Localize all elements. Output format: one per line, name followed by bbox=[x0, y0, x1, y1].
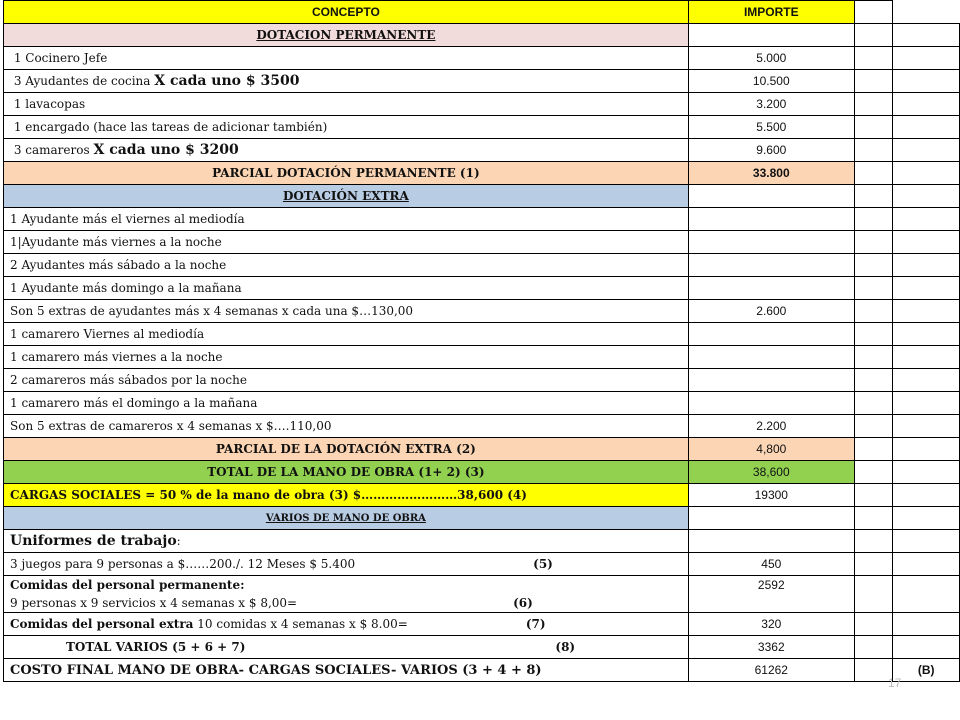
row-concepto-bold: X cada uno $ 3500 bbox=[154, 73, 300, 89]
row-importe: 2.600 bbox=[688, 300, 854, 323]
concepto-header: CONCEPTO bbox=[4, 1, 689, 24]
row-importe bbox=[688, 277, 854, 300]
row-concepto-bold: X cada uno $ 3200 bbox=[93, 142, 239, 158]
row-importe: 10.500 bbox=[688, 70, 854, 93]
section-extra bbox=[4, 185, 960, 208]
row-concepto: 1|Ayudante más viernes a la noche bbox=[4, 231, 689, 254]
subtotal-row bbox=[4, 438, 960, 461]
table-row bbox=[4, 323, 960, 346]
row-concepto: Son 5 extras de camareros x 4 semanas x $….110,00 bbox=[4, 415, 689, 438]
table-row bbox=[4, 277, 960, 300]
table-row bbox=[4, 369, 960, 392]
uniformes-row bbox=[4, 530, 960, 553]
comidas-detail: 9 personas x 9 servicios x 4 semanas x $ 8,00= bbox=[10, 596, 298, 610]
row-importe bbox=[688, 369, 854, 392]
total-importe: 38,600 bbox=[688, 461, 854, 484]
uniformes-label: Uniformes de trabajo bbox=[10, 533, 177, 549]
comidas-title: Comidas del personal extra bbox=[10, 617, 194, 631]
table-row bbox=[4, 208, 960, 231]
section-title: DOTACION PERMANENTE bbox=[4, 24, 689, 47]
table-row bbox=[4, 392, 960, 415]
cargas-label: CARGAS SOCIALES = 50 % de la mano de obra (3) $……………………38,600 (4) bbox=[4, 484, 689, 507]
row-importe bbox=[688, 231, 854, 254]
row-importe: 320 bbox=[688, 613, 854, 636]
row-concepto: 3 juegos para 9 personas a $……200./. 12 Meses $ 5.400 bbox=[10, 557, 356, 571]
cargas-importe: 19300 bbox=[688, 484, 854, 507]
total-row bbox=[4, 461, 960, 484]
subtotal-row bbox=[4, 162, 960, 185]
section-varios bbox=[4, 507, 960, 530]
row-ref: (8) bbox=[555, 640, 576, 654]
table-row bbox=[4, 139, 960, 162]
costo-final-importe: 61262 bbox=[688, 659, 854, 682]
row-concepto: 1 encargado (hace las tareas de adicionar también) bbox=[13, 120, 328, 134]
costo-final-label: COSTO FINAL MANO DE OBRA- CARGAS SOCIALES- VARIOS (3 + 4 + 8) bbox=[4, 659, 689, 682]
section-title: VARIOS DE MANO DE OBRA bbox=[4, 507, 689, 530]
row-concepto: 1 Ayudante más domingo a la mañana bbox=[4, 277, 689, 300]
row-concepto: 1 Cocinero Jefe bbox=[13, 51, 108, 65]
section-permanente bbox=[4, 24, 960, 47]
total-varios-label: TOTAL VARIOS (5 + 6 + 7) bbox=[66, 640, 246, 654]
row-concepto: 1 camarero más el domingo a la mañana bbox=[4, 392, 689, 415]
row-importe: 9.600 bbox=[688, 139, 854, 162]
row-ref: (5) bbox=[533, 557, 553, 571]
section-title: DOTACIÓN EXTRA bbox=[4, 185, 689, 208]
comidas-detail: 10 comidas x 4 semanas x $ 8.00= bbox=[193, 617, 408, 631]
uniformes-suffix: : bbox=[176, 534, 181, 548]
table-row bbox=[4, 415, 960, 438]
table-row bbox=[4, 231, 960, 254]
comidas-title: Comidas del personal permanente: bbox=[10, 578, 245, 592]
row-concepto: 1 lavacopas bbox=[13, 97, 86, 111]
row-importe: 3.200 bbox=[688, 93, 854, 116]
importe-header: IMPORTE bbox=[688, 1, 854, 24]
table-row bbox=[4, 70, 960, 93]
subtotal-label: PARCIAL DOTACIÓN PERMANENTE (1) bbox=[4, 162, 689, 185]
row-importe bbox=[688, 392, 854, 415]
costo-final-row bbox=[4, 659, 960, 682]
total-varios-row bbox=[4, 636, 960, 659]
row-importe: 5.500 bbox=[688, 116, 854, 139]
subtotal-importe: 33.800 bbox=[688, 162, 854, 185]
row-concepto: 2 camareros más sábados por la noche bbox=[4, 369, 689, 392]
comidas-permanente-row bbox=[4, 576, 960, 613]
table-row bbox=[4, 93, 960, 116]
row-concepto: 2 Ayudantes más sábado a la noche bbox=[4, 254, 689, 277]
row-ref: (6) bbox=[513, 596, 533, 610]
row-importe bbox=[688, 346, 854, 369]
header-row bbox=[4, 1, 960, 24]
row-ref: (7) bbox=[525, 617, 546, 631]
subtotal-label: PARCIAL DE LA DOTACIÓN EXTRA (2) bbox=[4, 438, 689, 461]
row-importe: 5.000 bbox=[688, 47, 854, 70]
table-row bbox=[4, 116, 960, 139]
costo-final-mark: (B) bbox=[893, 659, 960, 682]
comidas-extra-row bbox=[4, 613, 960, 636]
labor-cost-table bbox=[3, 0, 960, 682]
total-varios-importe: 3362 bbox=[688, 636, 854, 659]
row-importe bbox=[688, 254, 854, 277]
row-concepto: 1 Ayudante más el viernes al mediodía bbox=[4, 208, 689, 231]
table-row bbox=[4, 300, 960, 323]
table-row bbox=[4, 47, 960, 70]
row-importe: 2.200 bbox=[688, 415, 854, 438]
row-concepto: 3 camareros bbox=[13, 143, 94, 157]
uniformes-detail-row bbox=[4, 553, 960, 576]
row-importe: 450 bbox=[688, 553, 854, 576]
row-importe bbox=[688, 208, 854, 231]
row-importe: 2592 bbox=[688, 576, 854, 613]
table-row bbox=[4, 346, 960, 369]
row-concepto: 1 camarero más viernes a la noche bbox=[4, 346, 689, 369]
row-concepto: 1 camarero Viernes al mediodía bbox=[4, 323, 689, 346]
page-number: 17 bbox=[888, 676, 902, 690]
table-row bbox=[4, 254, 960, 277]
total-label: TOTAL DE LA MANO DE OBRA (1+ 2) (3) bbox=[4, 461, 689, 484]
cargas-row bbox=[4, 484, 960, 507]
row-concepto: 3 Ayudantes de cocina bbox=[13, 74, 155, 88]
subtotal-importe: 4,800 bbox=[688, 438, 854, 461]
row-importe bbox=[688, 323, 854, 346]
row-concepto: Son 5 extras de ayudantes más x 4 semanas x cada una $…130,00 bbox=[4, 300, 689, 323]
